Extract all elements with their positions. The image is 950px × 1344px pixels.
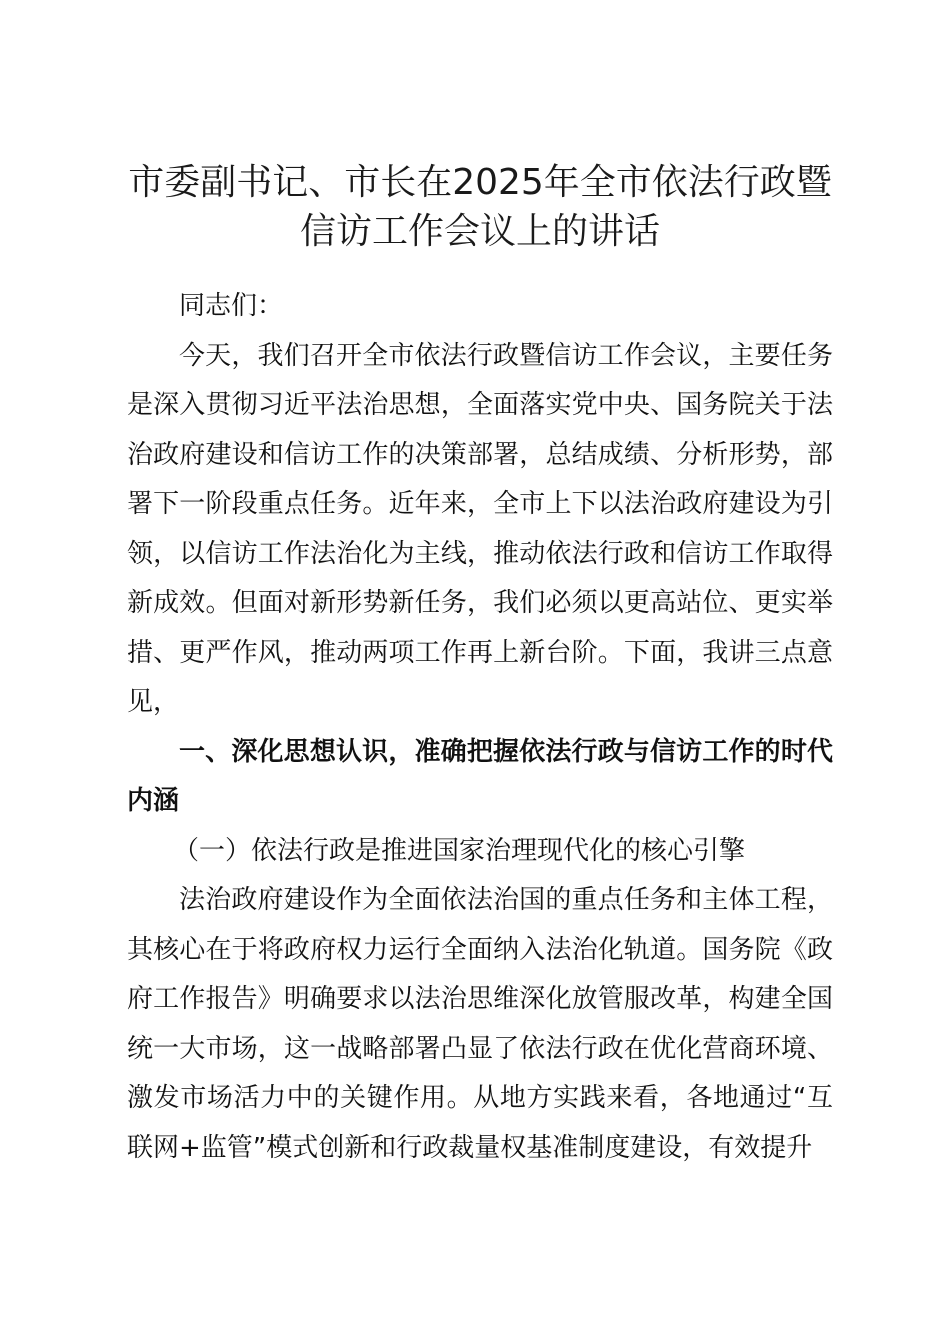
paragraph-rule-of-law: 法治政府建设作为全面依法治国的重点任务和主体工程，其核心在于将政府权力运行全面纳入法治化轨道。国务院《政府工作报告》明确要求以法治思维深化放管服改革，构建全国统一大市场，这一战略部署凸显了依法行政在优化营商环境、激发市场活力中的关键作用。从地方实践来看，各地通过“互联网+监管”模式创新和行政裁量权基准制度建设，有效提升 — [127, 885, 833, 1163]
salutation: 同志们： — [179, 291, 284, 321]
title-line-1: 市委副书记、市长在2025年全市依法行政暨 — [128, 162, 832, 203]
paragraph-intro: 今天，我们召开全市依法行政暨信访工作会议，主要任务是深入贯彻习近平法治思想，全面落实党中央、国务院关于法治政府建设和信访工作的决策部署，总结成绩、分析形势，部署下一阶段重点任务。近年来，全市上下以法治政府建设为引领，以信访工作法治化为主线，推动依法行政和信访工作取得新成效。但面对新形势新任务，我们必须以更高站位、更实举措、更严作风，推动两项工作再上新台阶。下面，我讲三点意见， — [127, 340, 833, 717]
title-line-2: 信访工作会议上的讲话 — [299, 211, 660, 252]
document-body — [127, 282, 833, 1173]
subsection-heading-1: （一）依法行政是推进国家治理现代化的核心引擎 — [173, 835, 746, 866]
document-title — [120, 158, 840, 256]
section-heading-1: 一、深化思想认识，准确把握依法行政与信访工作的时代内涵 — [127, 736, 833, 816]
